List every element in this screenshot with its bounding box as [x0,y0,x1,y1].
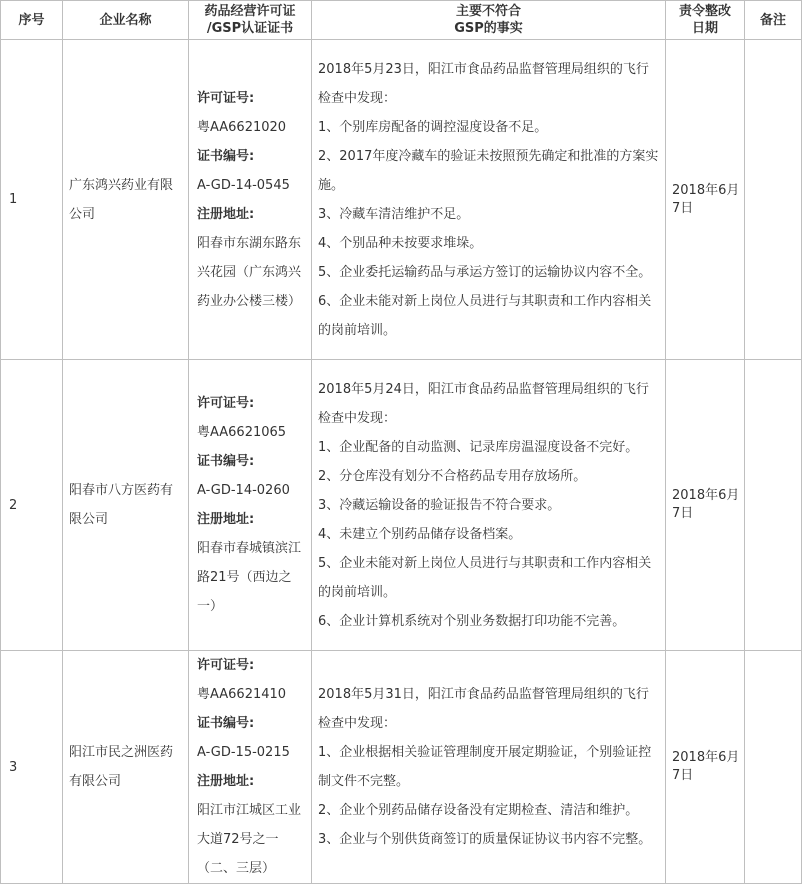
fact-item: 1、企业根据相关验证管理制度开展定期验证，个别验证控制文件不完整。 [318,745,652,789]
cert-no-value: A-GD-15-0215 [197,745,290,760]
header-remark: 备注 [745,1,802,40]
rectification-deadline: 2018年6月7日 [666,40,745,360]
table-row [1,651,802,884]
fact-item: 6、企业计算机系统对个别业务数据打印功能不完善。 [318,613,626,629]
license-no-label: 许可证号: [197,90,255,106]
cert-no-value: A-GD-14-0260 [197,483,290,498]
license-no-value: 粤AA6621020 [197,119,287,135]
noncompliance-facts [312,651,666,884]
header-license [189,1,312,40]
header-company: 企业名称 [63,1,189,40]
fact-item: 4、个别品种未按要求堆垛。 [318,235,483,251]
fact-item: 6、企业未能对新上岗位人员进行与其职责和工作内容相关的岗前培训。 [318,293,652,338]
header-no: 序号 [1,1,63,40]
fact-item: 2018年5月23日，阳江市食品药品监督管理局组织的飞行检查中发现： [318,61,649,106]
header-deadline-line1: 责令整改 [678,4,731,19]
address-label: 注册地址: [197,206,255,222]
row-number: 1 [1,40,63,360]
noncompliance-facts [312,360,666,651]
address-value: 阳春市东湖东路东兴花园（广东鸿兴药业办公楼三楼） [197,235,302,309]
cert-no-label: 证书编号: [197,148,255,164]
fact-item: 2、分仓库没有划分不合格药品专用存放场所。 [318,468,587,484]
header-license-line1: 药品经营许可证 [204,4,296,19]
fact-item: 3、企业与个别供货商签订的质量保证协议书内容不完整。 [318,832,652,847]
table-row [1,360,802,651]
license-info [189,40,312,360]
cert-no-label: 证书编号: [197,454,255,469]
fact-item: 2、2017年度冷藏车的验证未按照预先确定和批准的方案实施。 [318,148,659,193]
table-row [1,40,802,360]
header-facts-line1: 主要不符合 [455,4,521,19]
header-deadline [666,1,745,40]
license-no-value: 粤AA6621065 [197,425,287,440]
license-info [189,651,312,884]
fact-item: 5、企业委托运输药品与承运方签订的运输协议内容不全。 [318,264,652,280]
address-value: 阳春市春城镇滨江路21号（西边之一） [197,541,302,614]
header-deadline-line2: 日期 [691,21,718,36]
company-name: 阳春市八方医药有限公司 [63,360,189,651]
header-facts [312,1,666,40]
fact-item: 4、未建立个别药品储存设备档案。 [318,526,522,542]
row-number: 3 [1,651,63,884]
noncompliance-facts [312,40,666,360]
fact-item: 2018年5月31日，阳江市食品药品监督管理局组织的飞行检查中发现： [318,687,649,731]
fact-item: 1、个别库房配备的调控湿度设备不足。 [318,119,548,135]
fact-item: 2、企业个别药品储存设备没有定期检查、清洁和维护。 [318,803,639,818]
fact-item: 5、企业未能对新上岗位人员进行与其职责和工作内容相关的岗前培训。 [318,555,652,600]
company-name: 广东鸿兴药业有限公司 [63,40,189,360]
remark [745,360,802,651]
fact-item: 2018年5月24日，阳江市食品药品监督管理局组织的飞行检查中发现： [318,381,649,426]
cert-no-label: 证书编号: [197,716,255,731]
cert-no-value: A-GD-14-0545 [197,177,290,193]
fact-item: 1、企业配备的自动监测、记录库房温湿度设备不完好。 [318,439,639,455]
remark [745,651,802,884]
fact-item: 3、冷藏车清洁维护不足。 [318,206,470,222]
row-number: 2 [1,360,63,651]
license-no-label: 许可证号: [197,658,255,673]
license-no-label: 许可证号: [197,396,255,411]
address-label: 注册地址: [197,512,255,527]
header-row [1,1,802,40]
license-no-value: 粤AA6621410 [197,687,287,702]
rectification-deadline: 2018年6月7日 [666,360,745,651]
remark [745,40,802,360]
rectification-deadline: 2018年6月7日 [666,651,745,884]
fact-item: 3、冷藏运输设备的验证报告不符合要求。 [318,497,561,513]
address-label: 注册地址: [197,774,255,789]
license-info [189,360,312,651]
header-facts-line2: GSP的事实 [454,21,523,36]
header-license-line2: /GSP认证证书 [206,21,294,36]
address-value: 阳江市江城区工业大道72号之一（二、三层） [197,803,302,876]
company-name: 阳江市民之洲医药有限公司 [63,651,189,884]
